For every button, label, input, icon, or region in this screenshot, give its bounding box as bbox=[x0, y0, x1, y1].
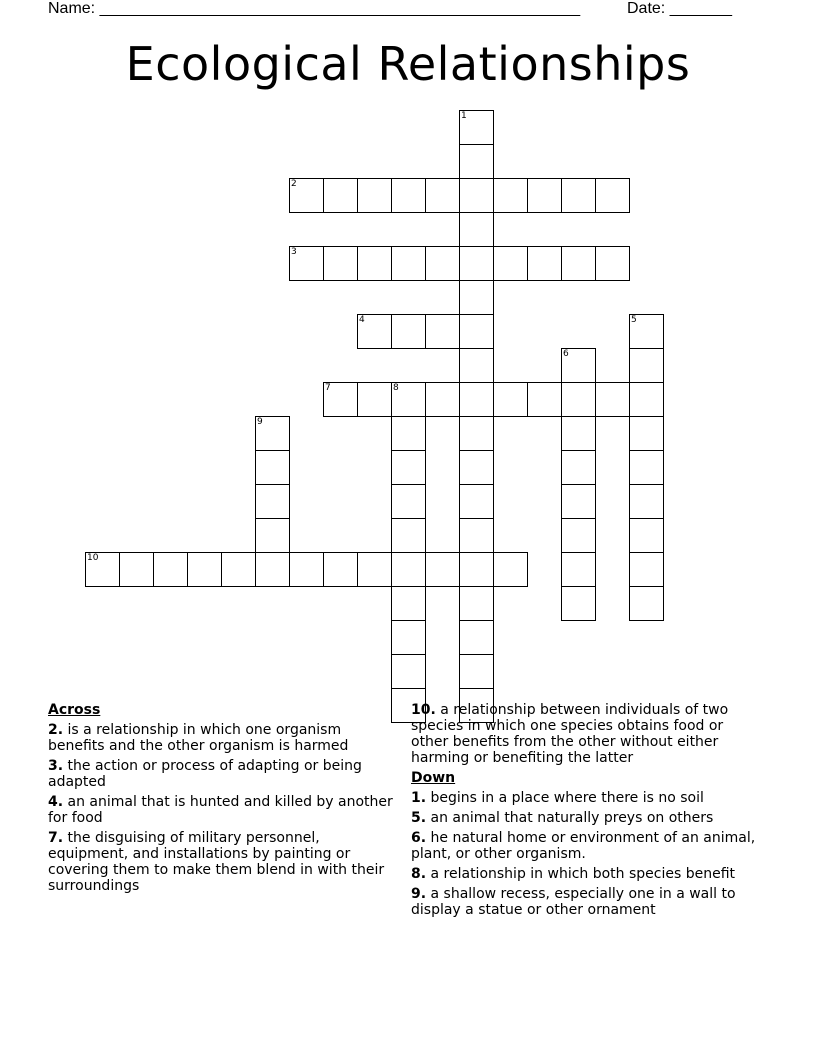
crossword-cell[interactable] bbox=[629, 348, 664, 383]
cell-number: 4 bbox=[359, 315, 365, 325]
clue-item bbox=[48, 758, 398, 790]
crossword-cell[interactable] bbox=[493, 178, 528, 213]
crossword-cell[interactable] bbox=[493, 552, 528, 587]
crossword-cell[interactable] bbox=[459, 382, 494, 417]
crossword-cell[interactable] bbox=[629, 484, 664, 519]
crossword-cell[interactable] bbox=[119, 552, 154, 587]
crossword-cell[interactable] bbox=[459, 518, 494, 553]
clue-item bbox=[48, 830, 398, 894]
crossword-cell[interactable] bbox=[459, 280, 494, 315]
clue-item bbox=[411, 790, 761, 806]
crossword-cell[interactable] bbox=[357, 314, 392, 349]
crossword-cell[interactable] bbox=[459, 178, 494, 213]
clue-number: 7. bbox=[48, 830, 64, 846]
cell-number: 6 bbox=[563, 349, 569, 359]
crossword-cell[interactable] bbox=[425, 178, 460, 213]
clue-item bbox=[411, 866, 761, 882]
cell-number: 1 bbox=[461, 111, 467, 121]
crossword-cell[interactable] bbox=[561, 552, 596, 587]
clue-text: a relationship in which both species benefit bbox=[426, 866, 736, 882]
crossword-cell[interactable] bbox=[561, 382, 596, 417]
clue-item bbox=[48, 722, 398, 754]
clue-item bbox=[411, 810, 761, 826]
clues-right-column bbox=[411, 702, 761, 922]
crossword-cell[interactable] bbox=[561, 178, 596, 213]
crossword-cell[interactable] bbox=[391, 416, 426, 451]
cell-number: 5 bbox=[631, 315, 637, 325]
crossword-cell[interactable] bbox=[255, 484, 290, 519]
crossword-cell[interactable] bbox=[357, 552, 392, 587]
across-heading: Across bbox=[48, 702, 101, 718]
crossword-cell[interactable] bbox=[459, 314, 494, 349]
crossword-cell[interactable] bbox=[459, 654, 494, 689]
crossword-cell[interactable] bbox=[595, 382, 630, 417]
crossword-cell[interactable] bbox=[391, 246, 426, 281]
name-field-label: Name: ______________________________________________________ bbox=[48, 0, 581, 17]
clue-number: 3. bbox=[48, 758, 64, 774]
crossword-cell[interactable] bbox=[459, 246, 494, 281]
crossword-cell[interactable] bbox=[629, 416, 664, 451]
crossword-cell[interactable] bbox=[629, 586, 664, 621]
crossword-cell[interactable] bbox=[595, 246, 630, 281]
crossword-cell[interactable] bbox=[561, 484, 596, 519]
crossword-cell[interactable] bbox=[425, 552, 460, 587]
crossword-cell[interactable] bbox=[323, 382, 358, 417]
crossword-cell[interactable] bbox=[289, 178, 324, 213]
crossword-cell[interactable] bbox=[221, 552, 256, 587]
clue-text: a shallow recess, especially one in a wall to display a statue or other ornament bbox=[411, 886, 736, 918]
crossword-cell[interactable] bbox=[289, 552, 324, 587]
crossword-cell[interactable] bbox=[527, 382, 562, 417]
crossword-cell[interactable] bbox=[527, 178, 562, 213]
crossword-cell[interactable] bbox=[493, 246, 528, 281]
clue-text: is a relationship in which one organism benefits and the other organism is harmed bbox=[48, 722, 349, 754]
crossword-cell[interactable] bbox=[289, 246, 324, 281]
crossword-cell[interactable] bbox=[459, 450, 494, 485]
crossword-cell[interactable] bbox=[527, 246, 562, 281]
crossword-cell[interactable] bbox=[391, 518, 426, 553]
crossword-cell[interactable] bbox=[425, 314, 460, 349]
crossword-cell[interactable] bbox=[629, 314, 664, 349]
crossword-cell[interactable] bbox=[391, 314, 426, 349]
crossword-cell[interactable] bbox=[459, 586, 494, 621]
clue-number: 9. bbox=[411, 886, 427, 902]
crossword-cell[interactable] bbox=[391, 178, 426, 213]
crossword-cell[interactable] bbox=[629, 450, 664, 485]
crossword-cell[interactable] bbox=[323, 178, 358, 213]
crossword-cell[interactable] bbox=[561, 246, 596, 281]
crossword-cell[interactable] bbox=[629, 552, 664, 587]
clue-number: 6. bbox=[411, 830, 427, 846]
crossword-cell[interactable] bbox=[629, 518, 664, 553]
clue-text: he natural home or environment of an animal, plant, or other organism. bbox=[411, 830, 756, 862]
cell-number: 8 bbox=[393, 383, 399, 393]
clue-number: 5. bbox=[411, 810, 427, 826]
crossword-cell[interactable] bbox=[323, 246, 358, 281]
crossword-cell[interactable] bbox=[493, 382, 528, 417]
crossword-cell[interactable] bbox=[561, 586, 596, 621]
clue-text: an animal that naturally preys on others bbox=[426, 810, 714, 826]
crossword-cell[interactable] bbox=[459, 348, 494, 383]
crossword-cell[interactable] bbox=[357, 382, 392, 417]
crossword-cell[interactable] bbox=[561, 450, 596, 485]
clue-text: a relationship between individuals of two species in which one species obtains food or other benefits from the other without either harming or benefiting the latter bbox=[411, 702, 729, 766]
cell-number: 3 bbox=[291, 247, 297, 257]
crossword-cell[interactable] bbox=[459, 212, 494, 247]
cell-number: 7 bbox=[325, 383, 331, 393]
crossword-cell[interactable] bbox=[425, 382, 460, 417]
crossword-cell[interactable] bbox=[561, 348, 596, 383]
crossword-cell[interactable] bbox=[459, 110, 494, 145]
clue-number: 10. bbox=[411, 702, 436, 718]
clue-item bbox=[411, 886, 761, 918]
crossword-cell[interactable] bbox=[561, 416, 596, 451]
crossword-cell[interactable] bbox=[391, 552, 426, 587]
crossword-cell[interactable] bbox=[391, 654, 426, 689]
down-clue-list bbox=[411, 790, 761, 918]
cell-number: 10 bbox=[87, 553, 99, 563]
crossword-cell[interactable] bbox=[255, 416, 290, 451]
clue-item bbox=[411, 702, 761, 766]
crossword-cell[interactable] bbox=[425, 246, 460, 281]
cell-number: 9 bbox=[257, 417, 263, 427]
clue-text: begins in a place where there is no soil bbox=[426, 790, 704, 806]
clue-text: the disguising of military personnel, equipment, and installations by painting or covering them to make them blend in with their surroundings bbox=[48, 830, 385, 894]
crossword-cell[interactable] bbox=[391, 450, 426, 485]
crossword-cell[interactable] bbox=[629, 382, 664, 417]
crossword-cell[interactable] bbox=[459, 144, 494, 179]
clue-text: the action or process of adapting or being adapted bbox=[48, 758, 362, 790]
crossword-cell[interactable] bbox=[255, 450, 290, 485]
crossword-cell[interactable] bbox=[391, 586, 426, 621]
crossword-cell[interactable] bbox=[561, 518, 596, 553]
crossword-cell[interactable] bbox=[153, 552, 188, 587]
crossword-cell[interactable] bbox=[459, 484, 494, 519]
crossword-cell[interactable] bbox=[357, 246, 392, 281]
page-title: Ecological Relationships bbox=[125, 37, 691, 91]
clue-number: 2. bbox=[48, 722, 64, 738]
crossword-cell[interactable] bbox=[391, 620, 426, 655]
clue-number: 4. bbox=[48, 794, 64, 810]
date-field-label: Date: _______ bbox=[627, 0, 732, 17]
clue-item bbox=[48, 794, 398, 826]
crossword-cell[interactable] bbox=[459, 620, 494, 655]
clue-item bbox=[411, 830, 761, 862]
crossword-cell[interactable] bbox=[391, 382, 426, 417]
crossword-cell[interactable] bbox=[391, 484, 426, 519]
clue-number: 8. bbox=[411, 866, 427, 882]
clue-number: 1. bbox=[411, 790, 427, 806]
crossword-cell[interactable] bbox=[85, 552, 120, 587]
down-heading: Down bbox=[411, 770, 456, 786]
crossword-cell[interactable] bbox=[459, 552, 494, 587]
crossword-cell[interactable] bbox=[357, 178, 392, 213]
crossword-cell[interactable] bbox=[187, 552, 222, 587]
crossword-cell[interactable] bbox=[255, 552, 290, 587]
across-clue-list bbox=[48, 722, 398, 894]
crossword-cell[interactable] bbox=[459, 416, 494, 451]
crossword-cell[interactable] bbox=[323, 552, 358, 587]
clue-text: an animal that is hunted and killed by another for food bbox=[48, 794, 393, 826]
crossword-cell[interactable] bbox=[255, 518, 290, 553]
crossword-cell[interactable] bbox=[595, 178, 630, 213]
clues-left-column bbox=[48, 702, 398, 898]
cell-number: 2 bbox=[291, 179, 297, 189]
across-clue-list-continued bbox=[411, 702, 761, 766]
